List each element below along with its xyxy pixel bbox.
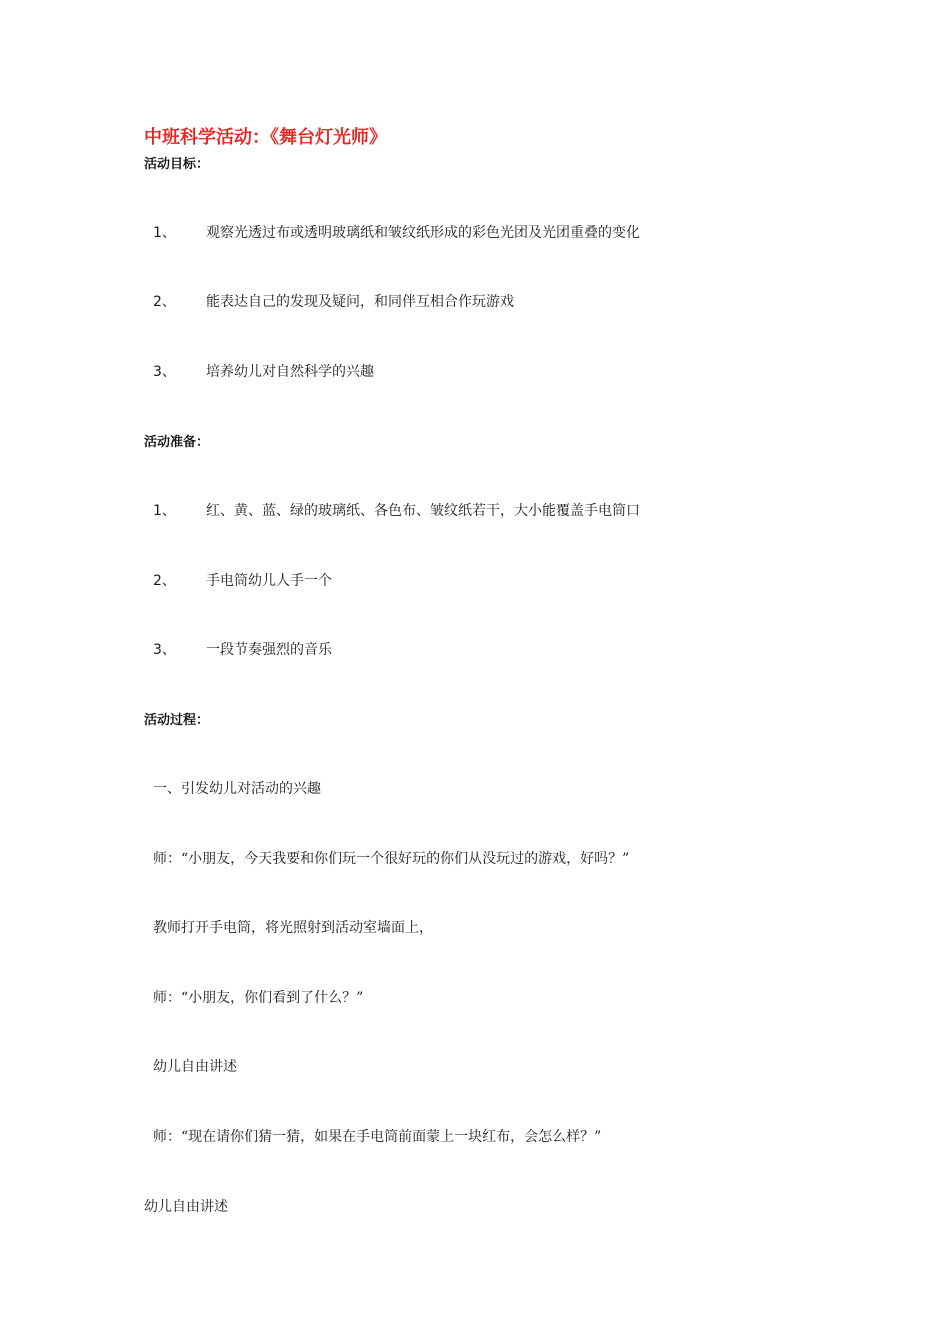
process-paragraph: 幼儿自由讲述	[144, 1199, 228, 1215]
prep-item-number: 3、	[153, 642, 176, 658]
goal-item-text: 培养幼儿对自然科学的兴趣	[206, 364, 374, 380]
goal-item	[153, 291, 514, 311]
goal-item	[153, 222, 640, 242]
process-paragraph: 幼儿自由讲述	[153, 1059, 237, 1075]
prep-item-text: 红、黄、蓝、绿的玻璃纸、各色布、皱纹纸若干，大小能覆盖手电筒口	[206, 503, 640, 519]
process-heading: 活动过程：	[144, 713, 210, 728]
prep-item-text: 一段节奏强烈的音乐	[206, 642, 332, 658]
goal-item-text: 观察光透过布或透明玻璃纸和皱纹纸形成的彩色光团及光团重叠的变化	[206, 225, 640, 241]
prep-item	[153, 639, 332, 659]
prep-item-text: 手电筒幼儿人手一个	[206, 573, 332, 589]
process-paragraph: 师：“现在请你们猜一猜，如果在手电筒前面蒙上一块红布，会怎么样？”	[153, 1129, 602, 1145]
goal-item	[153, 361, 374, 381]
prep-item	[153, 570, 332, 590]
process-paragraph: 师：“小朋友，你们看到了什么？”	[153, 990, 364, 1006]
prep-heading: 活动准备：	[144, 435, 210, 450]
process-paragraph: 师：“小朋友，今天我要和你们玩一个很好玩的你们从没玩过的游戏，好吗？”	[153, 851, 630, 867]
goal-item-number: 2、	[153, 294, 176, 310]
prep-item-number: 1、	[153, 503, 176, 519]
goal-item-number: 1、	[153, 225, 176, 241]
process-paragraph: 教师打开手电筒，将光照射到活动室墙面上，	[153, 920, 433, 936]
prep-item	[153, 500, 640, 520]
prep-item-number: 2、	[153, 573, 176, 589]
goal-item-text: 能表达自己的发现及疑问，和同伴互相合作玩游戏	[206, 294, 514, 310]
goals-heading: 活动目标：	[144, 157, 210, 172]
document-title: 中班科学活动：《舞台灯光师》	[144, 127, 387, 148]
process-paragraph: 一、引发幼儿对活动的兴趣	[153, 781, 321, 797]
goal-item-number: 3、	[153, 364, 176, 380]
